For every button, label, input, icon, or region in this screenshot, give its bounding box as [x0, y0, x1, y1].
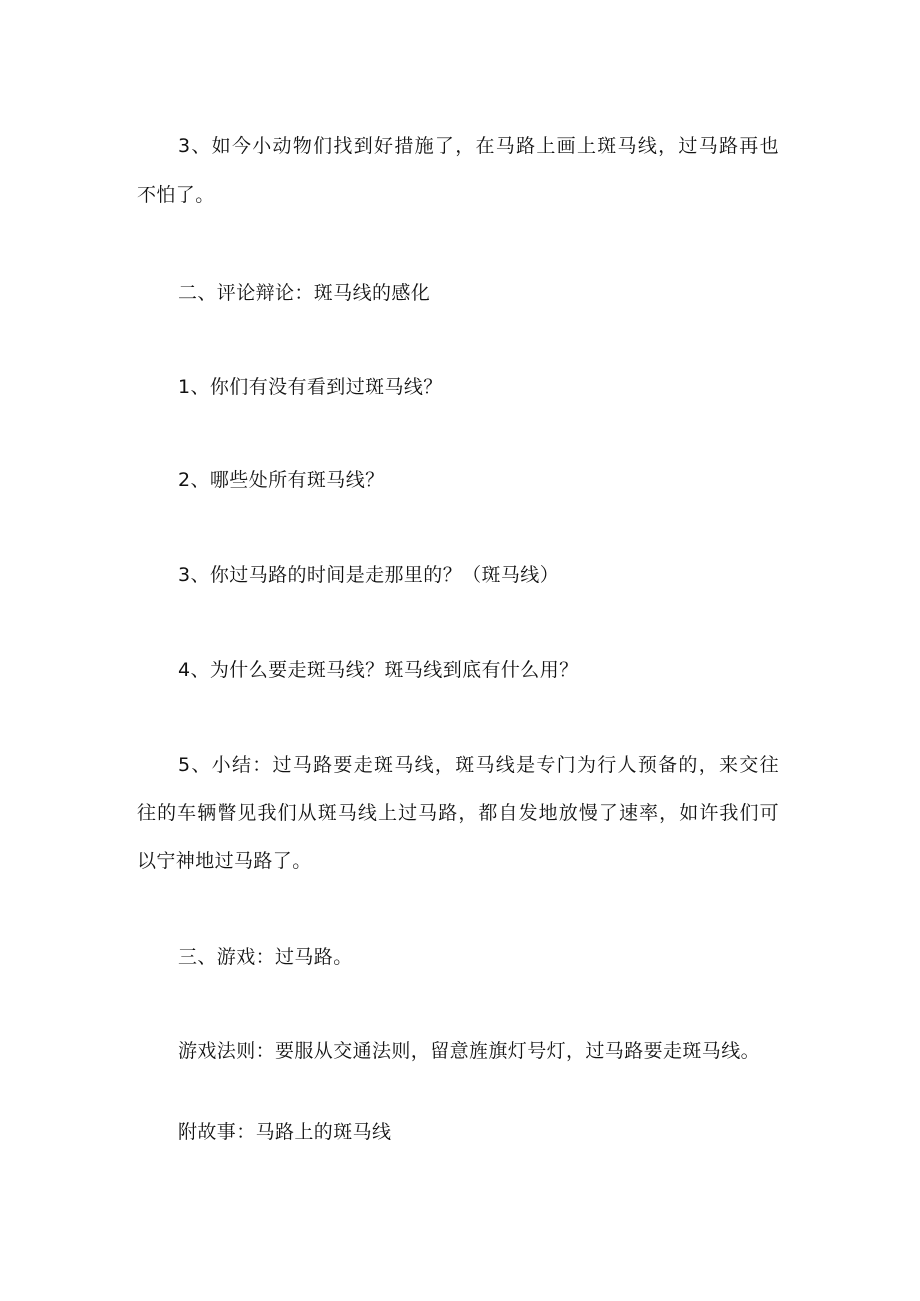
summary-line-3: 以宁神地过马路了。	[137, 850, 312, 872]
appendix-story-title: 附故事：马路上的斑马线	[178, 1121, 392, 1143]
game-rules: 游戏法则：要服从交通法则，留意旌旗灯号灯，过马路要走斑马线。	[178, 1040, 761, 1062]
section-2-heading: 二、评论辩论：斑马线的感化	[178, 282, 431, 304]
summary-line-1: 5、小结：过马路要走斑马线，斑马线是专门为行人预备的，来交往	[178, 754, 779, 776]
paragraph-3-line-2: 不怕了。	[137, 184, 215, 206]
question-2: 2、哪些处所有斑马线？	[178, 469, 385, 491]
summary-line-2: 往的车辆瞥见我们从斑马线上过马路，都自发地放慢了速率，如许我们可	[137, 802, 779, 824]
question-4: 4、为什么要走斑马线？斑马线到底有什么用？	[178, 659, 579, 681]
paragraph-3-line-1: 3、如今小动物们找到好措施了，在马路上画上斑马线，过马路再也	[178, 135, 779, 157]
question-3: 3、你过马路的时间是走那里的？（斑马线）	[178, 564, 560, 586]
section-3-heading: 三、游戏：过马路。	[178, 946, 353, 968]
question-1: 1、你们有没有看到过斑马线？	[178, 376, 443, 398]
